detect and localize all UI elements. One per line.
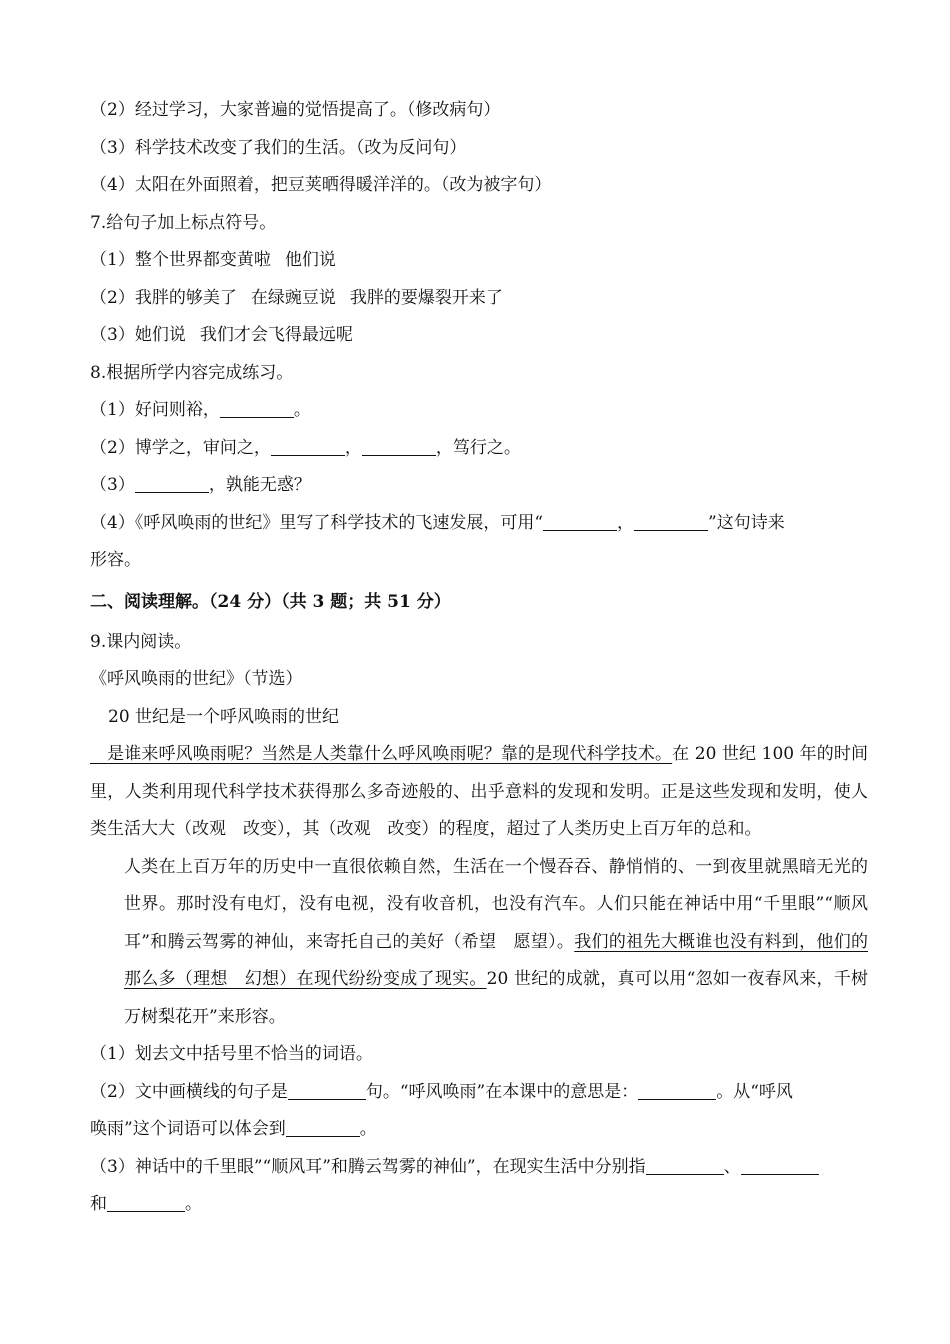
q7-item-1-part-b: 他们说 [284, 250, 336, 270]
q7-item-2-part-b: 在绿豌豆说 [250, 287, 336, 308]
q8-item-4-sep: ， [617, 512, 635, 533]
q7-item-1-part-a: （1）整个世界都变黄啦 [90, 250, 271, 270]
q9-sub-1: （1）划去文中括号里不恰当的词语。 [90, 1044, 373, 1064]
q9-sub-3-text: （3）神话中的千里眼”“顺风耳”和腾云驾雾的神仙”，在现实生活中分别指 [90, 1156, 646, 1177]
answer-blank[interactable] [107, 1195, 185, 1212]
passage-paragraph-2 [90, 849, 868, 1037]
q9-sub-3-cont-text: 和 [90, 1194, 107, 1214]
q7-item-2 [90, 280, 868, 318]
q7-item-3-part-b: 我们才会飞得最远呢 [199, 325, 353, 345]
paragraph-1-text: 在 20 世纪 100 年的时间里，人类利用现代科学技术获得那么多奇迹般的、出乎意料的发现和发明。正是这些发现和发明，使人类生活大大（改观 改变），其（改观 改变）的程度，超过了人类历史上百万年的总和。 [90, 744, 869, 839]
q8-title: 8.根据所学内容完成练习。 [90, 362, 294, 383]
passage-source: 《呼风唤雨的世纪》（节选） [90, 669, 303, 689]
underlined-sentence-text: 是谁来呼风唤雨呢？当然是人类靠什么呼风唤雨呢？靠的是现代科学技术。 [107, 744, 673, 764]
q9-title: 9.课内阅读。 [90, 631, 192, 652]
q7-item-1 [90, 242, 868, 280]
q9-sub-2-end: 。从“呼风 [716, 1081, 793, 1102]
passage-paragraph-1 [90, 736, 868, 849]
q8-item-4-end: ”这句诗来 [708, 512, 785, 533]
answer-blank[interactable] [362, 439, 436, 456]
q8-item-4-continued: 形容。 [90, 550, 141, 570]
q8-item-2 [90, 430, 868, 468]
answer-blank[interactable] [288, 1083, 366, 1100]
answer-blank[interactable] [634, 514, 708, 531]
q8-item-3-text: （3） [90, 475, 135, 495]
q7-item-3 [90, 317, 868, 355]
q8-item-3-end: ，孰能无惑？ [208, 475, 311, 495]
q8-item-2-text: （2）博学之，审问之， [90, 437, 271, 458]
answer-blank[interactable] [741, 1158, 819, 1175]
q9-sub-2-cont-end: 。 [359, 1119, 377, 1139]
q9-sub-2 [90, 1074, 868, 1112]
q9-sub-2-mid: 句。“呼风唤雨”在本课中的意思是： [365, 1081, 639, 1102]
q7-item-2-part-a: （2）我胖的够美了 [90, 287, 237, 308]
answer-blank[interactable] [220, 401, 294, 418]
q8-item-1 [90, 392, 868, 430]
section-heading: 二、阅读理解。（24 分）（共 3 题；共 51 分） [90, 591, 451, 612]
q6-item-4: （4）太阳在外面照着，把豆荚晒得暖洋洋的。（改为被字句） [90, 175, 552, 195]
paragraph-2-start: 人类在上百万年的历史中一直很依赖自然，生活在一个慢吞吞、静悄悄的、一到夜里就黑暗无光的世界。那时没有电灯，没有电视，没有收音机，也没有汽车。人们只能在神话中用“千里眼”“顺风耳”和腾云驾雾的神仙，来寄托自己的美好（希望 愿望）。 [124, 856, 868, 952]
answer-blank[interactable] [135, 476, 209, 493]
q6-item-2: （2）经过学习，大家普遍的觉悟提高了。（修改病句） [90, 100, 501, 120]
answer-blank[interactable] [271, 439, 345, 456]
answer-blank[interactable] [543, 514, 617, 531]
q9-sub-2-continued [90, 1111, 868, 1149]
q7-item-3-part-a: （3）她们说 [90, 325, 186, 345]
document-page [90, 92, 868, 1224]
q9-sub-3-cont-end: 。 [185, 1194, 202, 1214]
q9-sub-2-cont-text: 唤雨”这个词语可以体会到 [90, 1119, 286, 1139]
q8-item-4-text: （4）《呼风唤雨的世纪》里写了科学技术的飞速发展，可用“ [90, 512, 544, 533]
q8-item-2-sep: ， [344, 437, 362, 458]
q8-item-4 [90, 505, 868, 543]
q8-item-2-end: ，笃行之。 [435, 437, 521, 458]
underlined-sentence [90, 744, 672, 764]
q8-item-1-text: （1）好问则裕， [90, 400, 220, 420]
answer-blank[interactable] [286, 1120, 360, 1137]
q9-sub-2-text: （2）文中画横线的句子是 [90, 1081, 288, 1102]
answer-blank[interactable] [646, 1158, 724, 1175]
q7-item-2-part-c: 我胖的要爆裂开来了 [349, 287, 503, 308]
q9-sub-3-continued [90, 1186, 868, 1224]
q8-item-3 [90, 467, 868, 505]
q9-sub-3 [90, 1149, 868, 1187]
paragraph-2-end: 20 世纪的成就，真可以用“忽如一夜春风来，千树万树梨花开”来形容。 [124, 969, 868, 1027]
passage-subtitle: 20 世纪是一个呼风唤雨的世纪 [108, 706, 340, 727]
q9-sub-3-sep: 、 [723, 1156, 741, 1177]
answer-blank[interactable] [638, 1083, 716, 1100]
q6-item-3: （3）科学技术改变了我们的生活。（改为反问句） [90, 137, 467, 158]
q8-item-1-end: 。 [293, 400, 311, 420]
q7-title: 7.给句子加上标点符号。 [90, 212, 277, 233]
underlined-sentence-2: 我们的祖先大概谁也没有料到，他们的那么多（理想 幻想）在现代纷纷变成了现实。 [124, 931, 868, 989]
